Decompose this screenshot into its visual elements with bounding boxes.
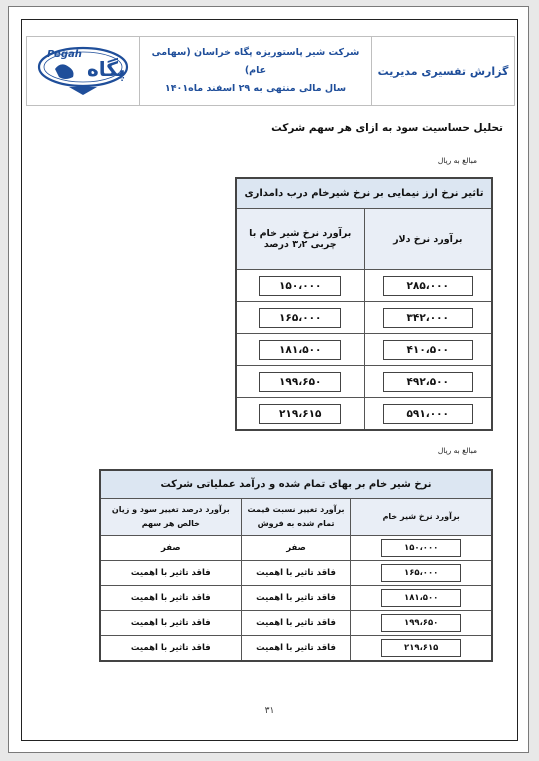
dollar-rate-table <box>235 177 493 431</box>
table-cell: ۲۱۹،۶۱۵ <box>381 639 461 657</box>
pegah-logo-icon <box>35 43 131 99</box>
table-cell: فاقد تاثیر با اهمیت <box>100 611 241 636</box>
table2-caption: نرخ شیر خام بر بهای تمام شده و درآمد عملیاتی شرکت <box>100 470 492 499</box>
table-cell: ۲۸۵،۰۰۰ <box>383 276 473 296</box>
table-row <box>100 586 492 611</box>
milk-rate-impact-table <box>99 469 493 662</box>
table2-header-milk-rate: برآورد نرخ شیر خام <box>351 499 492 536</box>
company-logo <box>27 37 140 105</box>
table-cell: فاقد تاثیر با اهمیت <box>100 636 241 662</box>
table1-caption: تاثیر نرخ ارز نیمایی بر نرخ شیرخام درب دامداری <box>236 178 492 209</box>
table-row <box>236 366 492 398</box>
table-cell: ۱۶۵،۰۰۰ <box>381 564 461 582</box>
table1-unit-label: مبالغ به ریال <box>437 156 477 165</box>
table-row <box>236 398 492 431</box>
table-cell: فاقد تاثیر با اهمیت <box>100 561 241 586</box>
company-name: شرکت شیر پاستوریزه پگاه خراسان (سهامی عام) <box>151 47 360 76</box>
table2-header-cost-ratio: برآورد تغییر نسبت قیمت تمام شده به فروش <box>241 499 351 536</box>
table-row <box>100 611 492 636</box>
section-title: تحلیل حساسیت سود به ازای هر سهم شرکت <box>271 122 503 134</box>
table-cell: فاقد تاثیر با اهمیت <box>241 586 351 611</box>
table-row <box>100 536 492 561</box>
table-cell: ۱۸۱،۵۰۰ <box>381 589 461 607</box>
table-cell: ۲۱۹،۶۱۵ <box>259 404 341 424</box>
table-cell: ۱۵۰،۰۰۰ <box>259 276 341 296</box>
table-cell: صفر <box>241 536 351 561</box>
table-cell: فاقد تاثیر با اهمیت <box>241 636 351 662</box>
table-row <box>100 636 492 662</box>
table-row <box>236 302 492 334</box>
table2-unit-label: مبالغ به ریال <box>437 446 477 455</box>
report-title-cell <box>372 37 514 105</box>
table-cell: ۴۱۰،۵۰۰ <box>383 340 473 360</box>
svg-text:پگاه: پگاه <box>87 57 126 81</box>
table-cell: ۱۹۹،۶۵۰ <box>381 614 461 632</box>
table1-header-dollar: برآورد نرخ دلار <box>364 209 492 270</box>
table-cell: ۴۹۲،۵۰۰ <box>383 372 473 392</box>
table1-header-milk: برآورد نرخ شیر خام با چربی ۳٫۲ درصد <box>236 209 364 270</box>
table-cell: ۱۵۰،۰۰۰ <box>381 539 461 557</box>
company-info <box>140 37 372 105</box>
page-number: ۳۱ <box>264 706 275 716</box>
table-cell: ۱۶۵،۰۰۰ <box>259 308 341 328</box>
table-cell: فاقد تاثیر با اهمیت <box>241 611 351 636</box>
table-cell: ۱۸۱،۵۰۰ <box>259 340 341 360</box>
table-cell: صفر <box>100 536 241 561</box>
table-cell: فاقد تاثیر با اهمیت <box>100 586 241 611</box>
report-header <box>26 36 515 106</box>
table-cell: فاقد تاثیر با اهمیت <box>241 561 351 586</box>
table-row <box>236 334 492 366</box>
table-row <box>236 270 492 302</box>
fiscal-year: سال مالی منتهی به ۲۹ اسفند ماه۱۴۰۱ <box>164 83 347 94</box>
svg-text:Pegah: Pegah <box>47 49 82 60</box>
report-title: گزارش تفسیری مدیریت <box>377 64 509 78</box>
table-cell: ۵۹۱،۰۰۰ <box>383 404 473 424</box>
table-cell: ۱۹۹،۶۵۰ <box>259 372 341 392</box>
table-row <box>100 561 492 586</box>
table2-header-eps-change: برآورد درصد تغییر سود و زیان خالص هر سهم <box>100 499 241 536</box>
table-cell: ۳۴۲،۰۰۰ <box>383 308 473 328</box>
